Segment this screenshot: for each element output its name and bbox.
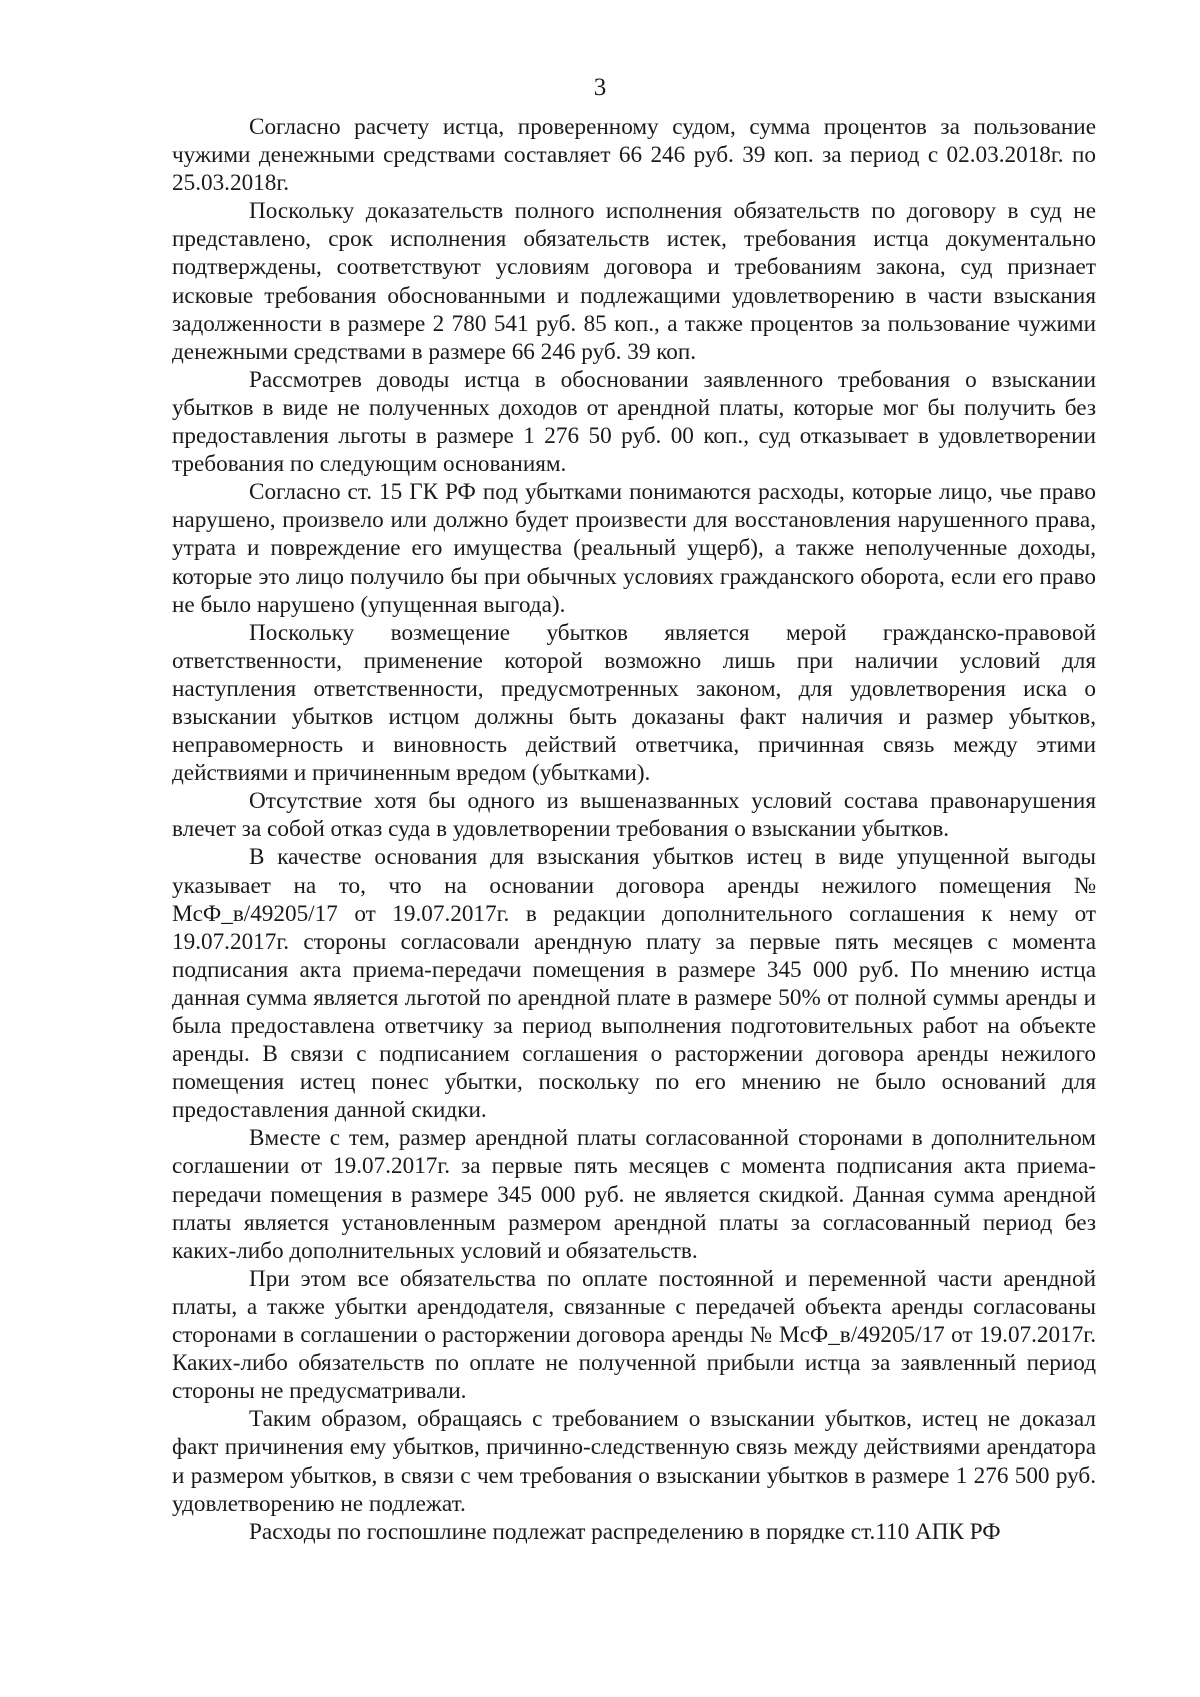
paragraph-conclusion-losses: Таким образом, обращаясь с требованием о взыскании убытков, истец не доказал факт причинения ему убытков, причинно-следственную связь между действиями арендатора и размером убытков, в связи с чем требования о взыскании убытков в размере 1 276 500 руб. удовлетворению не подлежат. [172,1406,1096,1517]
paragraph-liability-conditions: Поскольку возмещение убытков является мерой гражданско-правовой ответственности, применение которой возможно лишь при наличии условий для наступления ответственности, предусмотренных законом, для удовлетворения иска о взыскании убытков истцом должны быть доказаны факт наличия и размер убытков, неправомерность и виновность действий ответчика, причинная связь между этими действиями и причиненным вредом (убытками). [172,619,1096,787]
paragraph-interest-calculation: Согласно расчету истца, проверенному судом, сумма процентов за пользование чужими денежными средствами составляет 66 246 руб. 39 коп. за период с 02.03.2018г. по 25.03.2018г. [172,114,1096,197]
paragraph-losses-review: Рассмотрев доводы истца в обосновании заявленного требования о взыскании убытков в виде не полученных доходов от арендной платы, которые мог бы получить без предоставления льготы в размере 1 276 50 руб. 00 коп., суд отказывает в удовлетворении требования по следующим основаниям. [172,366,1096,478]
page-number: 3 [593,74,607,101]
paragraph-termination-agreement: При этом все обязательства по оплате постоянной и переменной части арендной платы, а также убытки арендодателя, связанные с передачей объекта аренды согласованы сторонами в соглашении о расторжении договора аренды № МсФ_в/49205/17 от 19.07.2017г. Каких-либо обязательств по оплате не полученной прибыли истца за заявленный период стороны не предусматривали. [172,1265,1096,1405]
paragraph-absence-of-conditions: Отсутствие хотя бы одного из вышеназванных условий состава правонарушения влечет за собой отказ суда в удовлетворении требования о взыскании убытков. [172,788,1096,843]
document-body [172,113,1096,1546]
paragraph-rent-not-discount: Вместе с тем, размер арендной платы согласованной сторонами в дополнительном соглашении от 19.07.2017г. за первые пять месяцев с момента подписания акта приема-передачи помещения в размере 345 000 руб. не является скидкой. Данная сумма арендной платы является установленным размером арендной платы за согласованный период без каких-либо дополнительных условий и обязательств. [172,1125,1096,1264]
paragraph-state-duty: Расходы по госпошлине подлежат распределению в порядке ст.110 АПК РФ [249,1518,1001,1545]
paragraph-lost-profit-grounds: В качестве основания для взыскания убытков истец в виде упущенной выгоды указывает на то, что на основании договора аренды нежилого помещения № МсФ_в/49205/17 от 19.07.2017г. в редакции дополнительного соглашения к нему от 19.07.2017г. стороны согласовали арендную плату за первые пять месяцев с момента подписания акта приема-передачи помещения в размере 345 000 руб. По мнению истца данная сумма является льготой по арендной плате в размере 50% от полной суммы аренды и была предоставлена ответчику за период выполнения подготовительных работ на объекте аренды. В связи с подписанием соглашения о расторжении договора аренды нежилого помещения истец понес убытки, поскольку по его мнению не было оснований для предоставления данной скидки. [172,844,1096,1124]
paragraph-claim-satisfaction: Поскольку доказательств полного исполнения обязательств по договору в суд не представлено, срок исполнения обязательств истек, требования истца документально подтверждены, соответствуют условиям договора и требованиям закона, суд признает исковые требования обоснованными и подлежащими удовлетворению в части взыскания задолженности в размере 2 780 541 руб. 85 коп., а также процентов за пользование чужими денежными средствами в размере 66 246 руб. 39 коп. [172,198,1096,365]
paragraph-civil-code-article-15: Согласно ст. 15 ГК РФ под убытками понимаются расходы, которые лицо, чье право нарушено, произвело или должно будет произвести для восстановления нарушенного права, утрата и повреждение его имущества (реальный ущерб), а также неполученные доходы, которые это лицо получило бы при обычных условиях гражданского оборота, если его право не было нарушено (упущенная выгода). [172,479,1096,618]
